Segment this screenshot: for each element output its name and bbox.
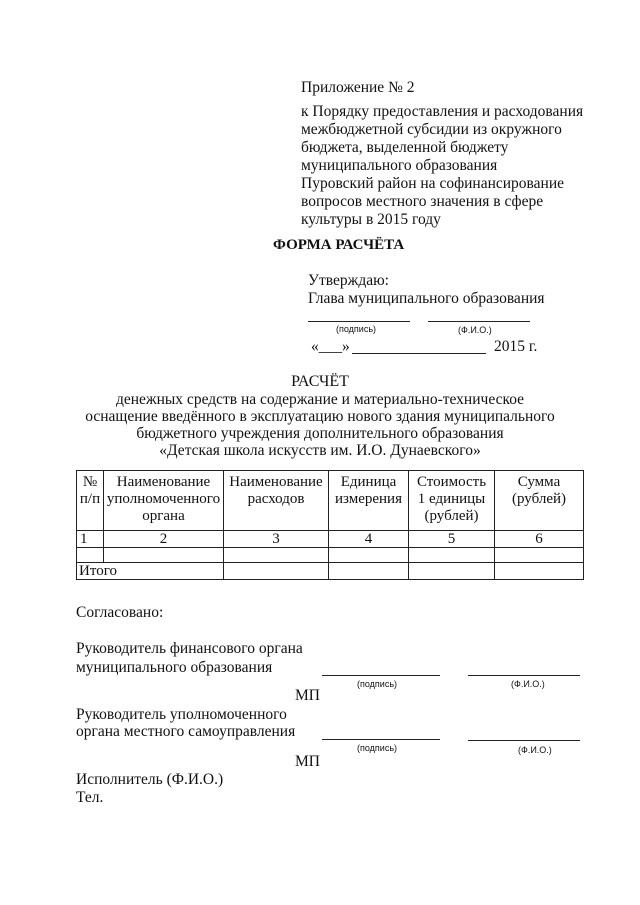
table-cell xyxy=(77,548,104,563)
table-cell: 3 xyxy=(224,531,329,548)
table-cell: 6 xyxy=(495,531,584,548)
signature-line xyxy=(308,321,410,322)
calculation-table xyxy=(76,470,584,580)
table-cell: 5 xyxy=(409,531,495,548)
header-cell-sum: Сумма (рублей) xyxy=(495,471,584,531)
table-cell xyxy=(224,563,329,580)
table-cell: 1 xyxy=(77,531,104,548)
table-header-row xyxy=(77,471,584,531)
table-cell: 4 xyxy=(329,531,409,548)
table-cell xyxy=(104,548,224,563)
table-cell xyxy=(495,548,584,563)
finance-name-line xyxy=(468,675,580,676)
date-year: 2015 г. xyxy=(494,338,538,355)
approval-label: Утверждаю: xyxy=(308,272,389,289)
table-cell xyxy=(329,548,409,563)
annex-text xyxy=(301,103,621,229)
table-cell: 2 xyxy=(104,531,224,548)
approval-head: Глава муниципального образования xyxy=(308,290,545,307)
authority-name-caption: (Ф.И.О.) xyxy=(518,745,552,755)
authority-signature-caption: (подпись) xyxy=(357,743,398,753)
calc-line: «Детская школа искусств им. И.О. Дунаевского» xyxy=(159,442,481,459)
annex-line: Пуровский район на софинансирование xyxy=(301,175,565,192)
calc-title: РАСЧЁТ xyxy=(291,373,349,390)
authority-head-line: органа местного самоуправления xyxy=(76,723,296,740)
table-cell xyxy=(409,548,495,563)
name-line xyxy=(428,321,530,322)
finance-signature-line xyxy=(322,675,440,676)
finance-signature-caption: (подпись) xyxy=(357,679,398,689)
authority-head-line: Руководитель уполномоченного xyxy=(76,706,287,723)
name-caption: (Ф.И.О.) xyxy=(458,325,492,335)
table-number-row xyxy=(77,531,584,548)
signature-caption: (подпись) xyxy=(336,324,377,334)
date-month-line xyxy=(352,353,486,354)
annex-line: к Порядку предоставления и расходования xyxy=(301,103,584,120)
annex-line: культуры в 2015 году xyxy=(301,211,441,228)
form-title: ФОРМА РАСЧЁТА xyxy=(273,237,405,253)
authority-signature-line xyxy=(322,739,440,740)
header-cell-authority: Наименование уполномоченного органа xyxy=(104,471,224,531)
table-cell xyxy=(224,548,329,563)
table-row xyxy=(77,548,584,563)
table-total-row xyxy=(77,563,584,580)
annex-block xyxy=(301,79,621,229)
header-cell-expense: Наименование расходов xyxy=(224,471,329,531)
annex-number: Приложение № 2 xyxy=(301,79,415,96)
table-cell xyxy=(495,563,584,580)
date-day: «___» xyxy=(311,338,350,355)
annex-line: муниципального образования xyxy=(301,157,498,174)
header-cell-unit-cost: Стоимость 1 единицы (рублей) xyxy=(409,471,495,531)
table-cell xyxy=(409,563,495,580)
annex-line: бюджета, выделенной бюджету xyxy=(301,139,509,156)
table-cell xyxy=(329,563,409,580)
agreed-label: Согласовано: xyxy=(76,604,164,621)
finance-name-caption: (Ф.И.О.) xyxy=(511,679,545,689)
annex-line: вопросов местного значения в сфере xyxy=(301,193,544,210)
authority-stamp: МП xyxy=(295,753,320,770)
finance-head-line: Руководитель финансового органа xyxy=(76,640,303,657)
finance-stamp: МП xyxy=(295,687,320,704)
total-label: Итого xyxy=(77,563,224,580)
phone-label: Тел. xyxy=(76,789,104,806)
authority-name-line xyxy=(468,740,580,741)
calc-line: оснащение введённого в эксплуатацию нового здания муниципального xyxy=(85,408,555,425)
calc-line: бюджетного учреждения дополнительного образования xyxy=(136,425,504,442)
header-cell-number: № п/п xyxy=(77,471,104,531)
calc-line: денежных средств на содержание и материально-техническое xyxy=(115,391,525,408)
header-cell-unit: Единица измерения xyxy=(329,471,409,531)
annex-line: межбюджетной субсидии из окружного xyxy=(301,121,562,138)
finance-head-line: муниципального образования xyxy=(76,659,273,676)
executor-label: Исполнитель (Ф.И.О.) xyxy=(76,771,224,788)
